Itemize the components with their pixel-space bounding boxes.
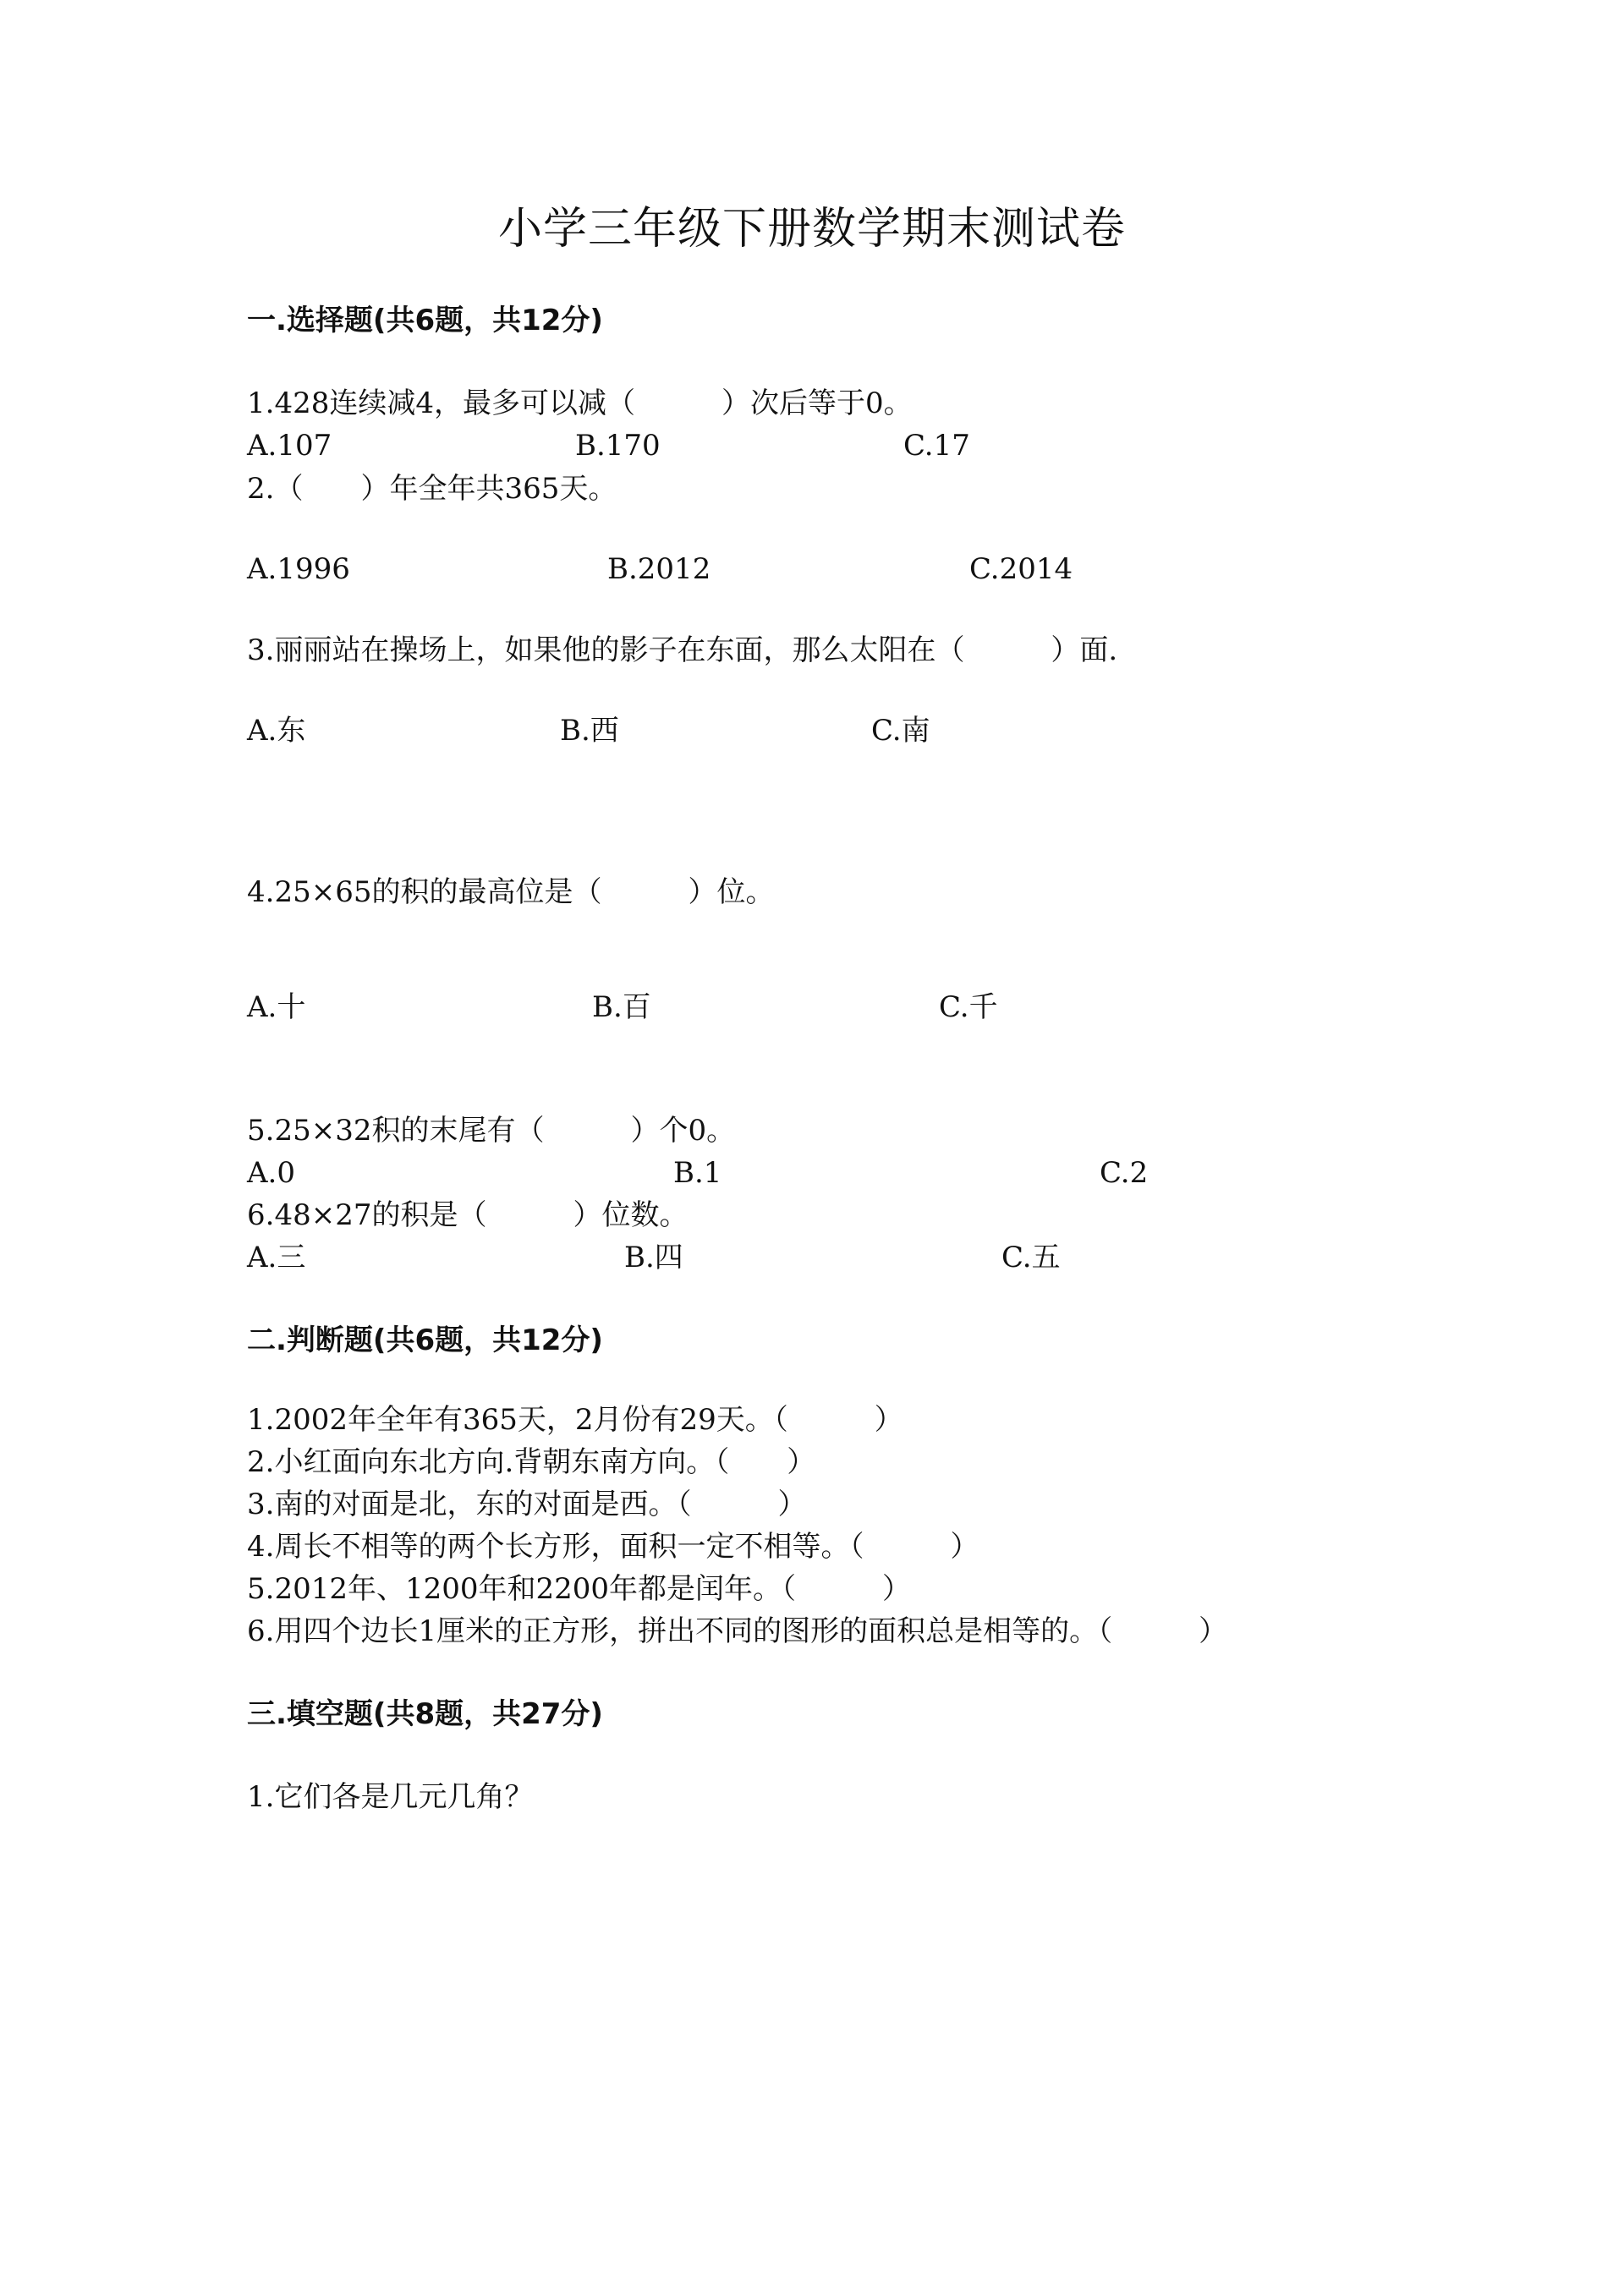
option-b: B.170 xyxy=(575,429,661,463)
question-stem: 4.25×65的积的最高位是（ ）位。 xyxy=(247,875,775,909)
option-c: C.五 xyxy=(1001,1241,1061,1274)
option-c: C.南 xyxy=(871,714,930,748)
question-stem: 5.25×32积的末尾有（ ）个0。 xyxy=(247,1114,736,1148)
list-item: 5.2012年、1200年和2200年都是闰年。（ ） xyxy=(247,1572,912,1606)
section-heading-choice: 一.选择题(共6题，共12分) xyxy=(247,304,603,337)
list-item: 1.它们各是几元几角？ xyxy=(247,1780,534,1814)
option-c: C.2014 xyxy=(969,552,1073,586)
option-b: B.1 xyxy=(673,1156,722,1190)
option-a: A.三 xyxy=(247,1241,306,1274)
option-b: B.西 xyxy=(560,714,619,748)
option-a: A.107 xyxy=(247,429,332,463)
list-item: 1.2002年全年有365天，2月份有29天。（ ） xyxy=(247,1403,903,1437)
option-a: A.0 xyxy=(247,1156,295,1190)
option-c: C.千 xyxy=(939,990,998,1024)
list-item: 2.小红面向东北方向.背朝东南方向。（ ） xyxy=(247,1445,816,1479)
option-c: C.17 xyxy=(903,429,970,463)
section-heading-fill: 三.填空题(共8题，共27分) xyxy=(247,1697,603,1731)
option-a: A.1996 xyxy=(247,552,350,586)
question-stem: 2.（ ）年全年共365天。 xyxy=(247,472,617,506)
question-stem: 6.48×27的积是（ ）位数。 xyxy=(247,1198,689,1232)
list-item: 4.周长不相等的两个长方形，面积一定不相等。（ ） xyxy=(247,1530,979,1564)
option-a: A.十 xyxy=(247,990,306,1024)
option-c: C.2 xyxy=(1100,1156,1149,1190)
option-b: B.四 xyxy=(624,1241,683,1274)
page-title: 小学三年级下册数学期末测试卷 xyxy=(497,204,1126,255)
option-b: B.百 xyxy=(592,990,651,1024)
section-heading-judge: 二.判断题(共6题，共12分) xyxy=(247,1323,603,1357)
question-stem: 3.丽丽站在操场上，如果他的影子在东面，那么太阳在（ ）面. xyxy=(247,633,1118,667)
option-b: B.2012 xyxy=(607,552,711,586)
list-item: 3.南的对面是北，东的对面是西。（ ） xyxy=(247,1488,807,1521)
list-item: 6.用四个边长1厘米的正方形，拼出不同的图形的面积总是相等的。（ ） xyxy=(247,1614,1228,1648)
option-a: A.东 xyxy=(247,714,306,748)
question-stem: 1.428连续减4，最多可以减（ ）次后等于0。 xyxy=(247,386,913,420)
